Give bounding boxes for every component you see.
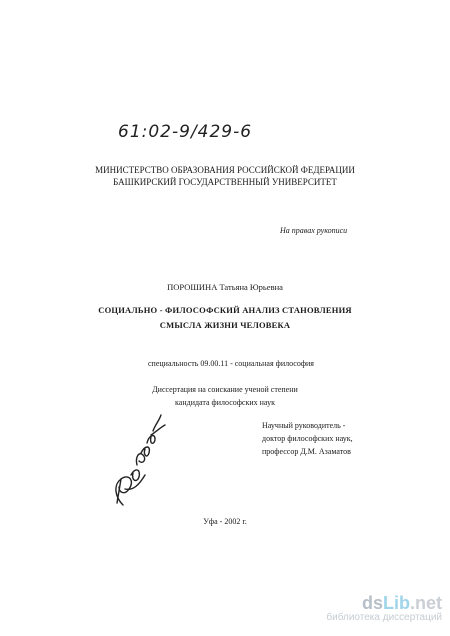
- university-heading: БАШКИРСКИЙ ГОСУДАРСТВЕННЫЙ УНИВЕРСИТЕТ: [113, 177, 337, 187]
- dslib-logo: [326, 594, 442, 612]
- dissertation-title-line-2: СМЫСЛА ЖИЗНИ ЧЕЛОВЕКА: [159, 320, 291, 330]
- author-signature: [105, 405, 175, 515]
- ministry-heading: МИНИСТЕРСТВО ОБРАЗОВАНИЯ РОССИЙСКОЙ ФЕДЕРАЦИИ: [95, 165, 355, 175]
- watermark-subtitle: библиотека диссертаций: [326, 612, 442, 623]
- handwritten-archive-code: 61:02-9/429-6: [118, 122, 253, 142]
- dslib-watermark: [326, 594, 442, 624]
- city-and-year: Уфа - 2002 г.: [203, 517, 247, 526]
- specialty-line: специальность 09.00.11 - социальная философия: [148, 359, 314, 368]
- advisor-role: Научный руководитель -: [262, 421, 346, 430]
- advisor-name: профессор Д.М. Азаматов: [262, 447, 351, 456]
- advisor-degree: доктор философских наук,: [262, 434, 353, 443]
- dissertation-title-line-1: СОЦИАЛЬНО - ФИЛОСОФСКИЙ АНАЛИЗ СТАНОВЛЕНИЯ: [98, 305, 352, 315]
- author-name: ПОРОШИНА Татьяна Юрьевна: [167, 282, 283, 292]
- degree-line-1: Диссертация на соискание ученой степени: [152, 385, 298, 394]
- logo-lib: Lib: [382, 593, 410, 613]
- logo-net: .net: [409, 593, 442, 613]
- logo-ds: ds: [361, 593, 383, 613]
- manuscript-rights-note: На правах рукописи: [280, 226, 348, 235]
- degree-line-2: кандидата философских наук: [175, 398, 275, 407]
